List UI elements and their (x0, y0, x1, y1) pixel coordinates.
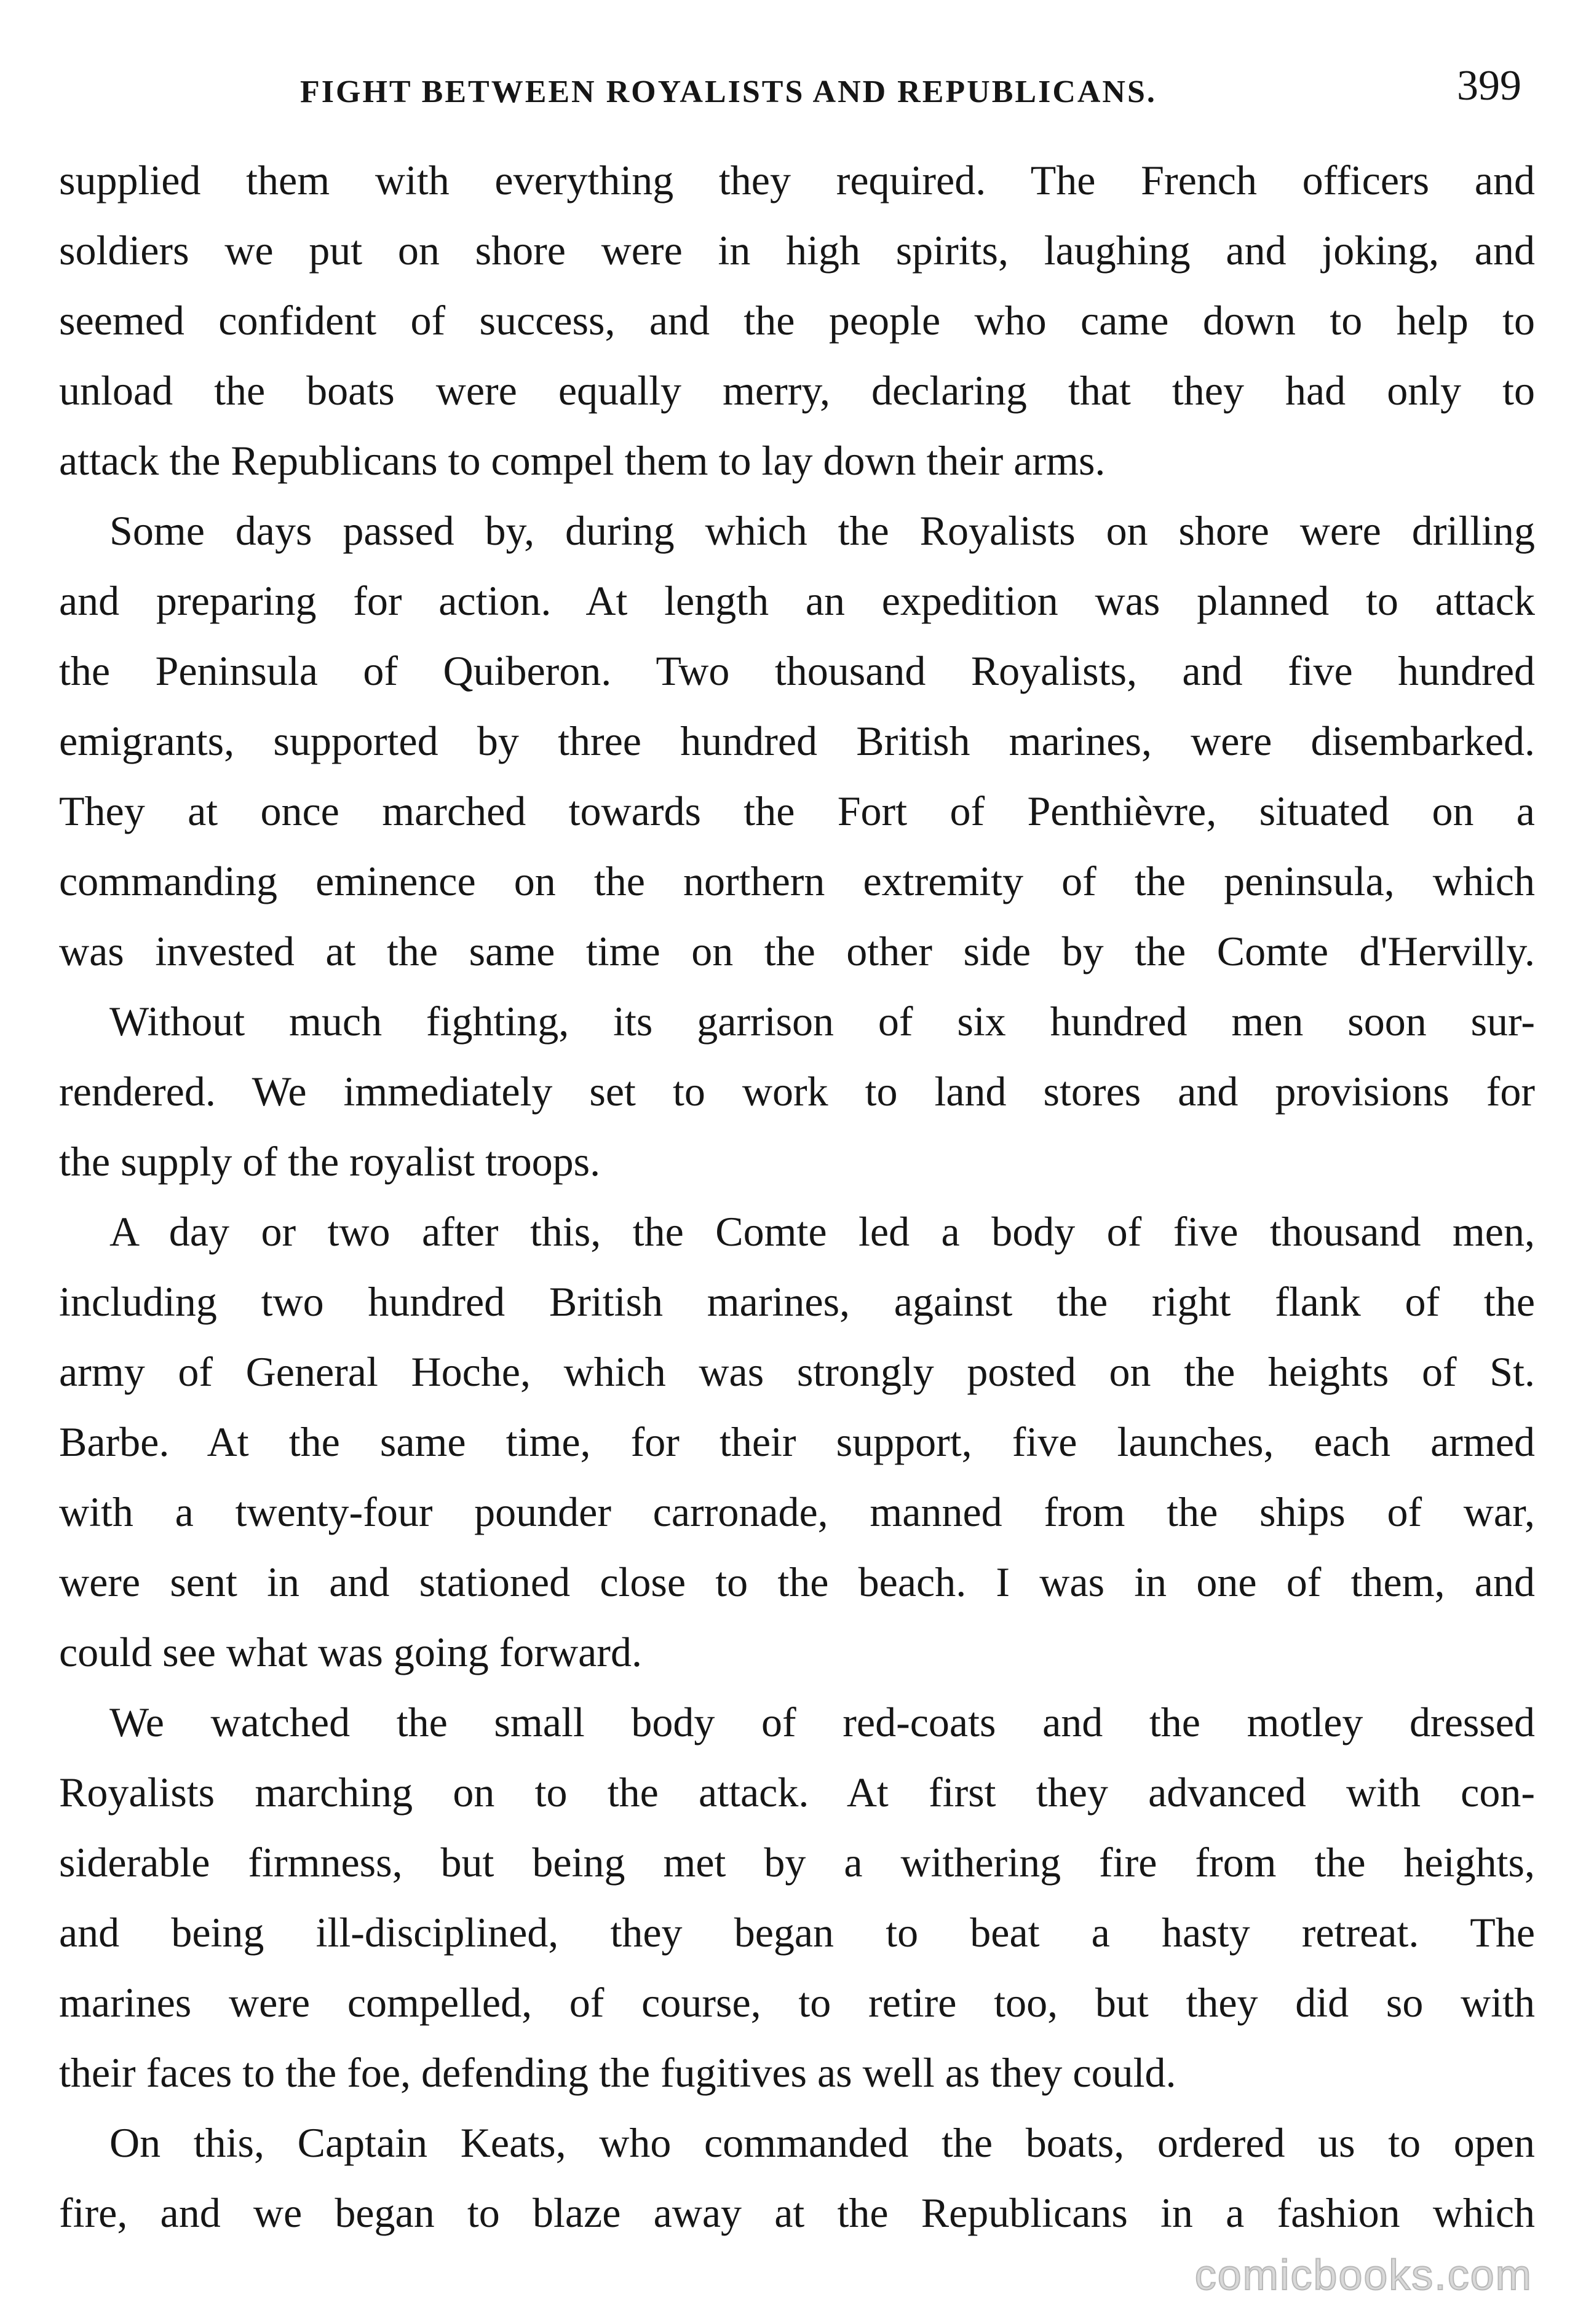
text-line: siderable firmness, but being met by a withering fire from the heights, (59, 1839, 1535, 1886)
text-line: Without much fighting, its garrison of six hundred men soon sur- (109, 998, 1535, 1045)
text-line: soldiers we put on shore were in high spirits, laughing and joking, and (59, 227, 1535, 274)
text-line: and being ill-disciplined, they began to beat a hasty retreat. The (59, 1909, 1535, 1956)
text-line: unload the boats were equally merry, declaring that they had only to (59, 367, 1535, 414)
text-line: On this, Captain Keats, who commanded the boats, ordered us to open (109, 2119, 1535, 2166)
text-line: and preparing for action. At length an expedition was planned to attack (59, 577, 1535, 624)
text-line: fire, and we began to blaze away at the Republicans in a fashion which (59, 2189, 1535, 2236)
paragraph (59, 2108, 1535, 2248)
text-line: They at once marched towards the Fort of Penthièvre, situated on a (59, 788, 1535, 834)
paragraph (59, 145, 1535, 496)
text-line: A day or two after this, the Comte led a body of five thousand men, (109, 1208, 1535, 1255)
running-header (59, 61, 1535, 117)
running-title: FIGHT BETWEEN ROYALISTS AND REPUBLICANS. (300, 74, 1157, 109)
text-line: rendered. We immediately set to work to land stores and provisions for (59, 1068, 1535, 1115)
text-line: were sent in and stationed close to the beach. I was in one of them, and (59, 1559, 1535, 1605)
paragraph (59, 496, 1535, 986)
body-text (59, 145, 1535, 2248)
page-number: 399 (1457, 62, 1521, 109)
text-line: attack the Republicans to compel them to lay down their arms. (59, 437, 1106, 484)
text-line: supplied them with everything they required. The French officers and (59, 157, 1535, 204)
text-line: their faces to the foe, defending the fugitives as well as they could. (59, 2049, 1176, 2096)
text-line: including two hundred British marines, against the right flank of the (59, 1278, 1535, 1325)
text-line: the Peninsula of Quiberon. Two thousand Royalists, and five hundred (59, 647, 1535, 694)
text-line: emigrants, supported by three hundred British marines, were disembarked. (59, 717, 1535, 764)
text-line: army of General Hoche, which was strongly posted on the heights of St. (59, 1348, 1535, 1395)
text-line: could see what was going forward. (59, 1629, 642, 1675)
text-line: Barbe. At the same time, for their support, five launches, each armed (59, 1418, 1535, 1465)
text-line: We watched the small body of red-coats and the motley dressed (109, 1699, 1535, 1745)
text-line: Royalists marching on to the attack. At first they advanced with con- (59, 1769, 1535, 1816)
text-line: commanding eminence on the northern extremity of the peninsula, which (59, 858, 1535, 904)
text-line: seemed confident of success, and the people who came down to help to (59, 297, 1535, 344)
text-line: Some days passed by, during which the Royalists on shore were drilling (109, 507, 1535, 554)
paragraph (59, 986, 1535, 1196)
paragraph (59, 1196, 1535, 1687)
text-line: was invested at the same time on the other side by the Comte d'Hervilly. (59, 928, 1535, 974)
text-line: with a twenty-four pounder carronade, manned from the ships of war, (59, 1488, 1535, 1535)
watermark: comicbooks.com (1194, 2251, 1533, 2299)
text-line: the supply of the royalist troops. (59, 1138, 601, 1185)
text-line: marines were compelled, of course, to retire too, but they did so with (59, 1979, 1535, 2026)
paragraph (59, 1687, 1535, 2108)
